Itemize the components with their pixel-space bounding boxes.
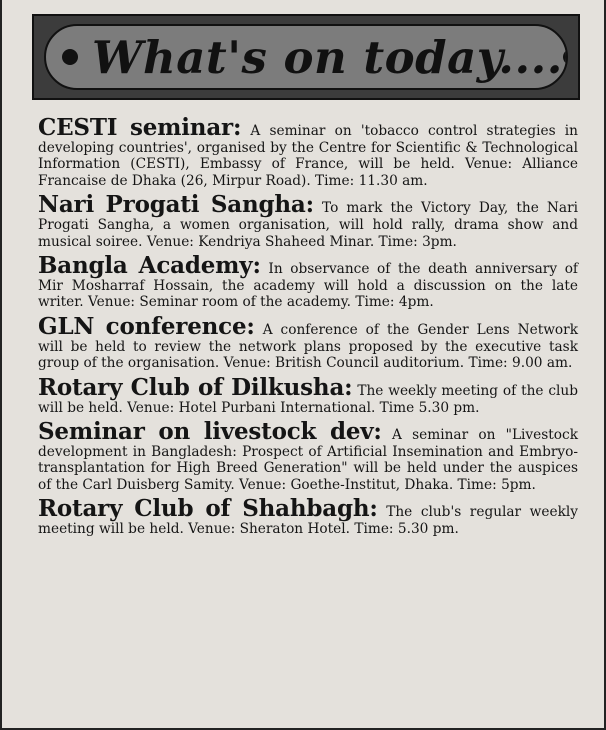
header-banner xyxy=(44,24,568,90)
event-item xyxy=(38,254,578,311)
section-title: What's on today.... xyxy=(92,30,563,84)
event-item xyxy=(38,116,578,189)
event-listings xyxy=(38,116,578,542)
event-description: The club's regular weekly meeting will be held. Venue: Sheraton Hotel. Time: 5.30 pm. xyxy=(38,504,578,538)
event-description: In observance of the death anniversary of Mir Mosharraf Hossain, the academy will hold a discussion on the late writer. Venue: Seminar room of the academy. Time: 4pm. xyxy=(38,261,578,311)
bullet-dot-icon xyxy=(563,49,568,65)
event-item xyxy=(38,497,578,537)
header-banner-frame xyxy=(32,14,580,100)
event-item xyxy=(38,373,578,416)
event-description: The weekly meeting of the club will be held. Venue: Hotel Purbani International. Time 5.30 pm. xyxy=(38,382,578,416)
event-item xyxy=(38,420,578,493)
event-item xyxy=(38,193,578,250)
event-item xyxy=(38,312,578,372)
event-description: A seminar on "Livestock development in Bangladesh: Prospect of Artificial Insemination and Embryo-transplantation for High Breed Generation" will be held under the auspices of the Carl Duisberg Samity. Venue: Goethe-Institut, Dhaka. Time: 5pm. xyxy=(38,427,578,493)
event-description: A conference of the Gender Lens Network will be held to review the network plans proposed by the executive task group of the organisation. Venue: British Council auditorium. Time: 9.00 am. xyxy=(38,321,578,372)
event-title: GLN conference: xyxy=(38,312,255,340)
event-title: Rotary Club of Dilkusha: xyxy=(38,373,353,401)
bullet-dot-icon xyxy=(62,49,78,65)
event-title: Rotary Club of Shahbagh: xyxy=(38,495,378,523)
event-title: Nari Progati Sangha: xyxy=(38,191,314,219)
event-description: A seminar on 'tobacco control strategies in developing countries', organised by the Centre for Scientific & Technological Information (CESTI), Embassy of France, will be held. Venue: Alliance Francaise de Dhaka (26, Mirpur Road). Time: 11.30 am. xyxy=(38,123,578,189)
event-description: To mark the Victory Day, the Nari Progati Sangha, a women organisation, will hold rally, drama show and musical soiree. Venue: Kendriya Shaheed Minar. Time: 3pm. xyxy=(38,200,578,250)
event-title: Bangla Academy: xyxy=(38,252,261,280)
event-title: Seminar on livestock dev: xyxy=(38,418,382,446)
event-title: CESTI seminar: xyxy=(38,114,242,141)
